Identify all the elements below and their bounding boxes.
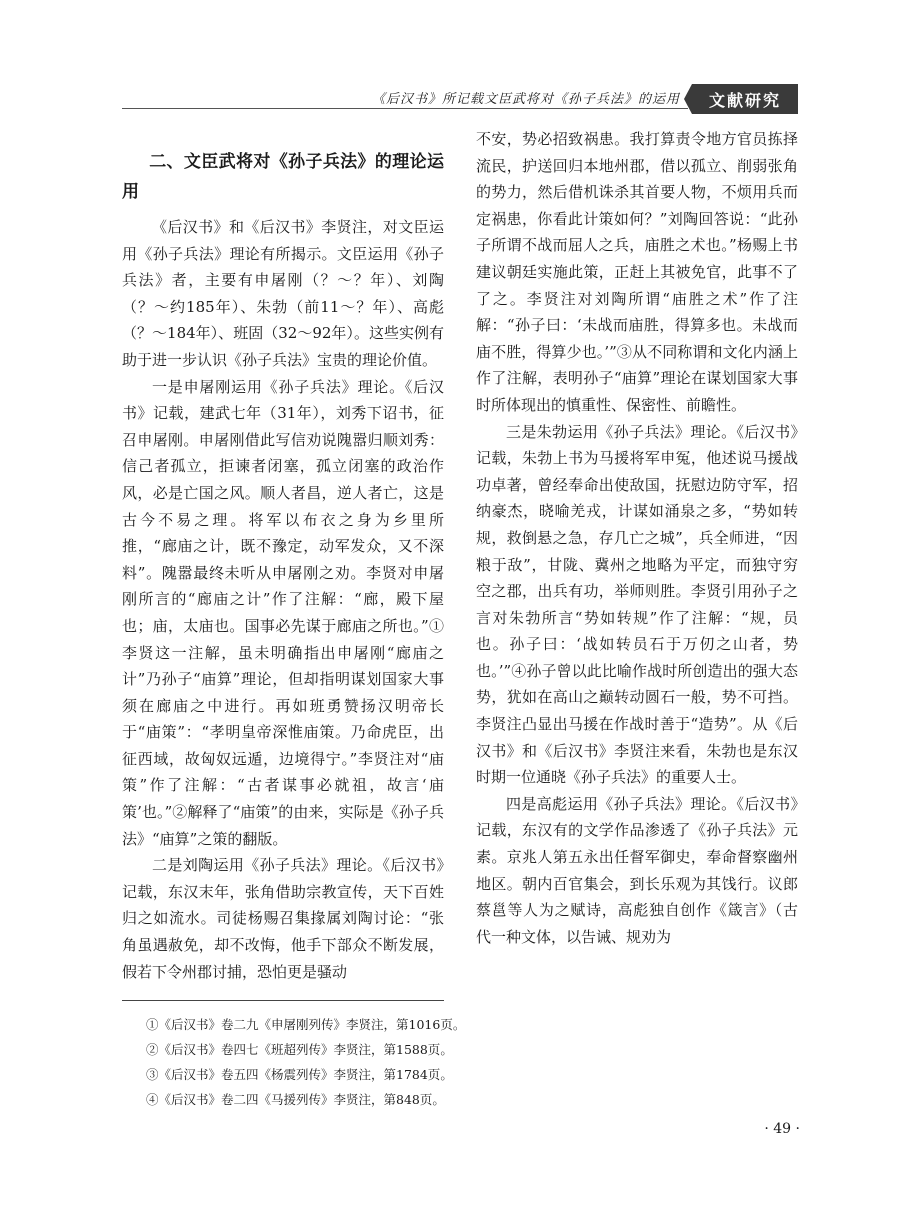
footnotes [146,1012,776,1112]
section-tag: 文献研究 [692,84,798,114]
footnote-4: ④《后汉书》卷二四《马援列传》李贤注，第848页。 [146,1092,445,1107]
running-title: 《后汉书》所记载文臣武将对《孙子兵法》的运用 [371,92,680,107]
left-column [122,126,444,985]
footnote-3: ③《后汉书》卷五四《杨震列传》李贤注，第1784页。 [146,1067,453,1082]
header-rule [122,108,688,109]
paragraph-shentugang: 一是申屠刚运用《孙子兵法》理论。《后汉书》记载，建武七年（31年），刘秀下诏书，征召申屠刚。申屠刚借此写信劝说隗嚣归顺刘秀：信己者孤立，拒谏者闭塞，孤立闭塞的政治作风，必是亡国之风。顺人者昌，逆人者亡，这是古今不易之理。将军以布衣之身为乡里所推，“廊庙之计，既不豫定，动军发众，又不深料”。隗嚣最终未听从申屠刚之劝。李贤对申屠刚所言的“廊庙之计”作了注解：“廊，殿下屋也；庙，太庙也。国事必先谋于廊庙之所也。”①李贤这一注解，虽未明确指出申屠刚“廊庙之计”乃孙子“庙算”理论，但却指明谋划国家大事须在廊庙之中进行。再如班勇赞扬汉明帝长于“庙策”：“孝明皇帝深惟庙策。乃命虎臣，出征西域，故匈奴远遁，边境得宁。”李贤注对“庙策”作了注解：“古者谋事必就祖，故言‘庙策’也。”②解释了“庙策”的由来，实际是《孙子兵法》“庙算”之策的翻版。 [122,377,444,848]
paragraph-zhubo: 三是朱勃运用《孙子兵法》理论。《后汉书》记载，朱勃上书为马援将军申冤，他述说马援战功卓著，曾经奉命出使敌国，抚慰边防守军，招纳豪杰，晓喻羌戎，计谋如涌泉之多，“势如转规，救倒悬之急，存几亡之城”，兵全师进，“因粮于敌”，甘陇、冀州之地略为平定，而独守穷空之郡，出兵有功，举师则胜。李贤引用孙子之言对朱勃所言“势如转规”作了注解：“规，员也。孙子曰：‘战如转员石于万仞之山者，势也。’”④孙子曾以此比喻作战时所创造出的强大态势，犹如在高山之巅转动圆石一般，势不可挡。李贤注凸显出马援在作战时善于“造势”。从《后汉书》和《后汉书》李贤注来看，朱勃也是东汉时期一位通晓《孙子兵法》的重要人士。 [476,422,798,787]
paragraph-liutao-continued: 不安，势必招致祸患。我打算责令地方官员拣择流民，护送回归本地州郡，借以孤立、削弱张角的势力，然后借机诛杀其首要人物，不烦用兵而定祸患，你看此计策如何？”刘陶回答说：“此孙子所谓不战而屈人之兵，庙胜之术也。”杨赐上书建议朝廷实施此策，正赶上其被免官，此事不了了之。李贤注对刘陶所谓“庙胜之术”作了注解：“孙子曰：‘未战而庙胜，得算多也。未战而庙不胜，得算少也。’”③从不同称谓和文化内涵上作了注解，表明孙子“庙算”理论在谋划国家大事时所体现出的慎重性、保密性、前瞻性。 [476,130,798,414]
footnote-rule [122,1000,444,1001]
paragraph-intro: 《后汉书》和《后汉书》李贤注，对文臣运用《孙子兵法》理论有所揭示。文臣运用《孙子兵法》者，主要有申屠刚（？～？年）、刘陶（？～约185年）、朱勃（前11～？年）、高彪（？～184年）、班固（32～92年）。这些实例有助于进一步认识《孙子兵法》宝贵的理论价值。 [122,218,444,369]
page-header [122,84,798,114]
paragraph-gaobiao: 四是高彪运用《孙子兵法》理论。《后汉书》记载，东汉有的文学作品渗透了《孙子兵法》元素。京兆人第五永出任督军御史，奉命督察幽州地区。朝内百官集会，到长乐观为其饯行。议郎蔡邕等人为之赋诗，高彪独自创作《箴言》（古代一种文体，以告诫、规劝为 [476,794,798,946]
paragraph-liutao: 二是刘陶运用《孙子兵法》理论。《后汉书》记载，东汉末年，张角借助宗教宣传，天下百姓归之如流水。司徒杨赐召集掾属刘陶讨论：“张角虽遇赦免，却不改悔，他手下部众不断发展，假若下令州郡讨捕，恐怕更是骚动 [122,856,444,981]
footnote-1: ①《后汉书》卷二九《申屠刚列传》李贤注，第1016页。 [146,1017,466,1032]
section-tag-notch [684,84,692,114]
section-title: 二、文臣武将对《孙子兵法》的理论运用 [122,152,444,202]
right-column [476,126,798,950]
page-number: · 49 · [764,1121,800,1137]
footnote-2: ②《后汉书》卷四七《班超列传》李贤注，第1588页。 [146,1042,453,1057]
